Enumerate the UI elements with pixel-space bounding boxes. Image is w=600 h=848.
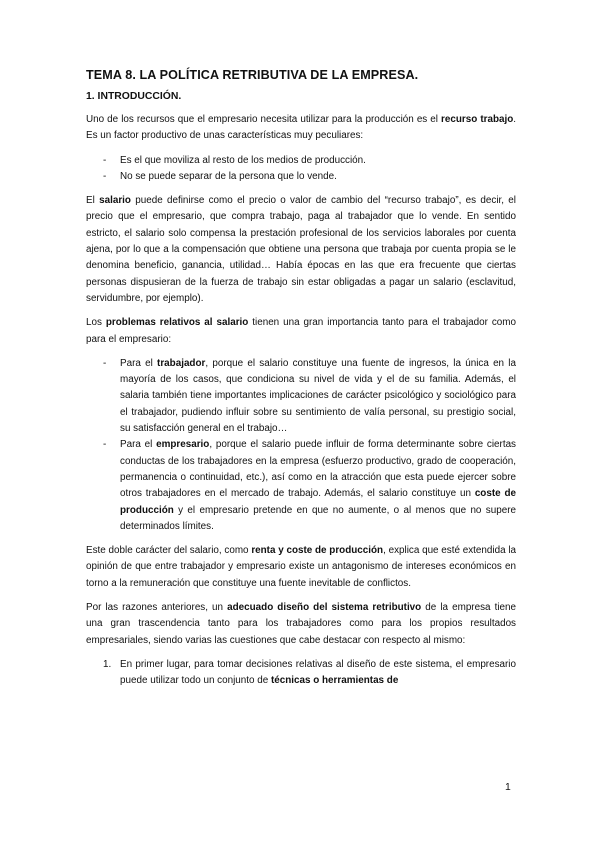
emphasis: problemas relativos al salario xyxy=(105,317,249,329)
emphasis: trabajador xyxy=(157,357,206,369)
document-title: TEMA 8. LA POLÍTICA RETRIBUTIVA DE LA EMPRESA. xyxy=(86,68,419,82)
emphasis: empresario xyxy=(156,439,210,451)
emphasis: coste de producción xyxy=(120,488,516,516)
list-item: - Para el empresario, porque el salario puede influir de forma determinante sobre ciertas conductas de los trabajadores en la empresa (esfuerzo productivo, grado de cooperación, permanencia o continuidad, etc.), así como en la atracción que esta puede ejercer sobre otros trabajadores en el mercado de trabajo. Además, el salario constituye un coste de producción y el empresario pretende en que no aumente, o al menos que no supere determinados límites. xyxy=(86,437,516,535)
emphasis: recurso trabajo xyxy=(441,114,514,125)
emphasis: renta y coste de producción xyxy=(251,545,384,557)
paragraph: Los problemas relativos al salario tienen una gran importancia tanto para el trabajador como para el empresario: xyxy=(86,317,516,345)
emphasis: adecuado diseño del sistema retributivo xyxy=(227,602,422,614)
list-number: 1. xyxy=(103,658,112,670)
list-item: - Para el trabajador, porque el salario constituye una fuente de ingresos, la única en la mayoría de los casos, que condiciona su nivel de vida y el de su familia. Además, el salaria también tiene importantes implicaciones de carácter psicológico y sociológico para el trabajador, pudiendo influir sobre su sentimiento de valía personal, su prestigio social, su satisfacción general en el trabajo… xyxy=(86,356,516,437)
dash-list xyxy=(86,356,516,535)
list-item: - Es el que moviliza al resto de los medios de producción. xyxy=(86,153,516,169)
emphasis: técnicas o herramientas de xyxy=(270,675,399,687)
section-heading: 1. INTRODUCCIÓN. xyxy=(86,91,182,102)
paragraph: Por las razones anteriores, un adecuado diseño del sistema retributivo de la empresa tiene una gran trascendencia tanto para los trabajadores como para los propios resultados empresariales, siendo varias las cuestiones que cabe destacar con respecto al mismo: xyxy=(86,602,517,646)
paragraph: Este doble carácter del salario, como renta y coste de producción, explica que esté extendida la opinión de que entre trabajador y empresario existe un antagonismo de intereses económicos en torno a la remuneración que constituye una fuente inevitable de conflictos. xyxy=(86,545,517,589)
numbered-list xyxy=(86,657,516,690)
dash-list xyxy=(86,153,516,186)
page-number: 1 xyxy=(505,782,511,793)
paragraph: El salario puede definirse como el precio o valor de cambio del “recurso trabajo”, es decir, el precio que el empresario, que compra trabajo, paga al trabajador que lo vende. En sentido estricto, el salario solo compensa la prestación profesional de los servicios laborales por cuenta ajena, por lo que a la compensación que obtiene una persona que trabaja por cuenta propia se le denomina beneficio, ganancia, utilidad… Había épocas en las que era frecuente que ciertas personas dispusieran de la fuerza de trabajo sin estar obligadas a pagar un salario (esclavitud, servidumbre, por ejemplo). xyxy=(86,195,516,304)
list-item: - No se puede separar de la persona que lo vende. xyxy=(86,169,516,185)
emphasis: salario xyxy=(99,195,131,207)
paragraph: Uno de los recursos que el empresario necesita utilizar para la producción es el recurso trabajo. Es un factor productivo de unas características muy peculiares: xyxy=(86,114,516,142)
document-page xyxy=(86,68,516,690)
list-item: 1. En primer lugar, para tomar decisiones relativas al diseño de este sistema, el empresario puede utilizar todo un conjunto de técnicas o herramientas de xyxy=(103,658,516,687)
